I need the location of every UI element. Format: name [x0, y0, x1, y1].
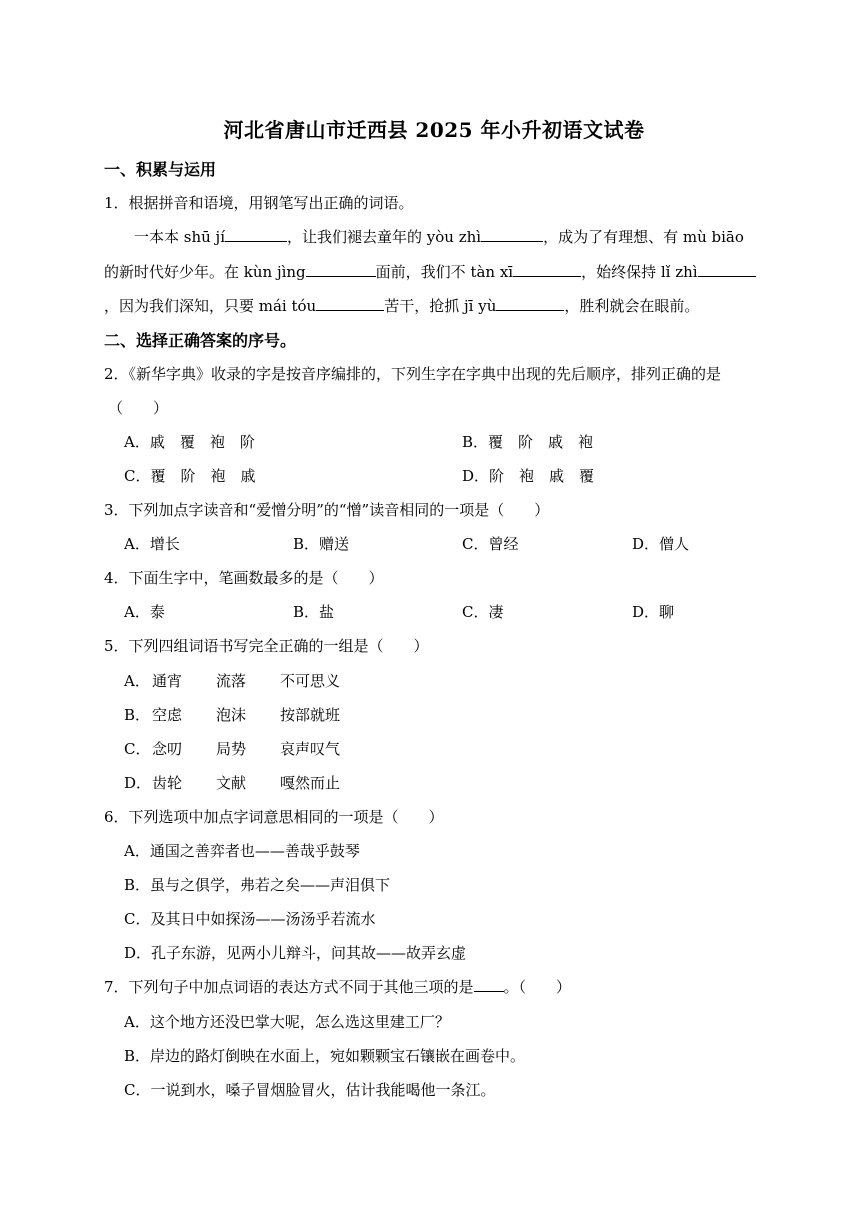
answer-blank[interactable]	[698, 262, 756, 277]
answer-blank[interactable]	[225, 227, 287, 242]
option-label: D．	[124, 774, 152, 792]
q2-option-b[interactable]: B．覆 阶 戚 袍	[462, 433, 594, 451]
question-6-stem: 6．下列选项中加点字词意思相同的一项是（ ）	[104, 808, 444, 826]
q5-option-a[interactable]	[124, 670, 341, 691]
question-2-stem: 2．《新华字典》收录的字是按音序编排的，下列生字在字典中出现的先后顺序，排列正确的是	[104, 365, 722, 383]
q1-text: ，始终保持 lǐ zhì	[581, 263, 698, 281]
q7-option-a[interactable]: A．这个地方还没巴掌大呢，怎么选这里建工厂？	[124, 1013, 450, 1031]
option-word: 局势	[216, 740, 247, 758]
q5-option-d[interactable]	[124, 772, 341, 793]
option-word: 空虑	[152, 706, 183, 724]
q1-text: ，因为我们深知，只要 mái tóu	[104, 297, 317, 315]
option-word: 念叨	[152, 740, 183, 758]
q6-option-c[interactable]: C．及其日中如探汤——汤汤乎若流水	[124, 910, 376, 928]
question-1-line-1	[134, 226, 744, 247]
q2-option-d[interactable]: D．阶 袍 戚 覆	[462, 467, 595, 485]
q1-text: 的新时代好少年。在 kùn jìng	[104, 263, 306, 281]
q4-option-c[interactable]: C．凄	[462, 603, 504, 621]
question-7-stem	[104, 976, 571, 997]
q2-option-a[interactable]: A．戚 覆 袍 阶	[124, 433, 255, 451]
option-word: 齿轮	[152, 774, 183, 792]
q6-option-d[interactable]: D．孔子东游，见两小儿辩斗，问其故——故弄玄虚	[124, 944, 467, 962]
question-1-line-2	[104, 261, 756, 282]
q1-text: 苦干，抢抓 jī yù	[384, 297, 497, 315]
option-word: 哀声叹气	[280, 740, 341, 758]
q1-text: 面前，我们不 tàn xī	[375, 263, 514, 281]
q5-option-c[interactable]	[124, 738, 341, 759]
question-4-stem: 4．下面生字中，笔画数最多的是（ ）	[104, 569, 384, 587]
option-word: 文献	[216, 774, 247, 792]
answer-blank[interactable]	[481, 227, 543, 242]
q1-text: ，胜利就会在眼前。	[564, 297, 700, 315]
option-word: 嘎然而止	[280, 774, 341, 792]
question-2-paren: （ ）	[108, 399, 169, 417]
answer-blank[interactable]	[316, 296, 384, 311]
section-heading-2: 二、选择正确答案的序号。	[104, 331, 297, 350]
q6-option-a[interactable]: A．通国之善弈者也——善哉乎鼓琴	[124, 842, 360, 860]
q6-option-b[interactable]: B．虽与之俱学，弗若之矣——声泪俱下	[124, 876, 391, 894]
q5-option-b[interactable]	[124, 704, 341, 725]
option-word: 流落	[216, 672, 247, 690]
q2-option-c[interactable]: C．覆 阶 袍 戚	[124, 467, 256, 485]
exam-title: 河北省唐山市迁西县 2025 年小升初语文试卷	[223, 118, 645, 142]
q1-text: ，让我们褪去童年的 yòu zhì	[287, 228, 482, 246]
question-1-stem: 1．根据拼音和语境，用钢笔写出正确的词语。	[104, 194, 414, 212]
q7-option-c[interactable]: C．一说到水，嗓子冒烟脸冒火，估计我能喝他一条江。	[124, 1081, 496, 1099]
option-label: C．	[124, 740, 151, 758]
q7-stem-text: 。（ ）	[503, 978, 572, 996]
q3-option-c[interactable]: C．曾经	[462, 535, 519, 553]
q7-stem-text: 7．下列句子中加点词语的表达方式不同于其他三项的是	[104, 978, 474, 996]
option-label: B．	[124, 706, 151, 724]
option-word: 不可思义	[280, 672, 341, 690]
q3-option-a[interactable]: A．增长	[124, 535, 180, 553]
answer-blank[interactable]	[474, 977, 504, 992]
section-heading-1: 一、积累与运用	[104, 160, 217, 179]
option-label: A．	[124, 672, 150, 690]
q3-option-d[interactable]: D．僧人	[632, 535, 690, 553]
q7-option-b[interactable]: B．岸边的路灯倒映在水面上，宛如颗颗宝石镶嵌在画卷中。	[124, 1047, 526, 1065]
q4-option-d[interactable]: D．聊	[632, 603, 675, 621]
question-5-stem: 5．下列四组词语书写完全正确的一组是（ ）	[104, 637, 429, 655]
q4-option-a[interactable]: A．泰	[124, 603, 165, 621]
q4-option-b[interactable]: B．盐	[293, 603, 335, 621]
option-word: 通宵	[152, 672, 183, 690]
answer-blank[interactable]	[513, 262, 581, 277]
answer-blank[interactable]	[496, 296, 564, 311]
question-1-line-3	[104, 295, 699, 316]
q3-option-b[interactable]: B．赠送	[293, 535, 350, 553]
option-word: 泡沫	[216, 706, 247, 724]
q1-text: 一本本 shū jí	[134, 228, 226, 246]
q1-text: ，成为了有理想、有 mù biāo	[543, 228, 744, 246]
question-3-stem: 3．下列加点字读音和“爱憎分明”的“憎”读音相同的一项是（ ）	[104, 501, 550, 519]
option-word: 按部就班	[280, 706, 341, 724]
answer-blank[interactable]	[306, 262, 376, 277]
